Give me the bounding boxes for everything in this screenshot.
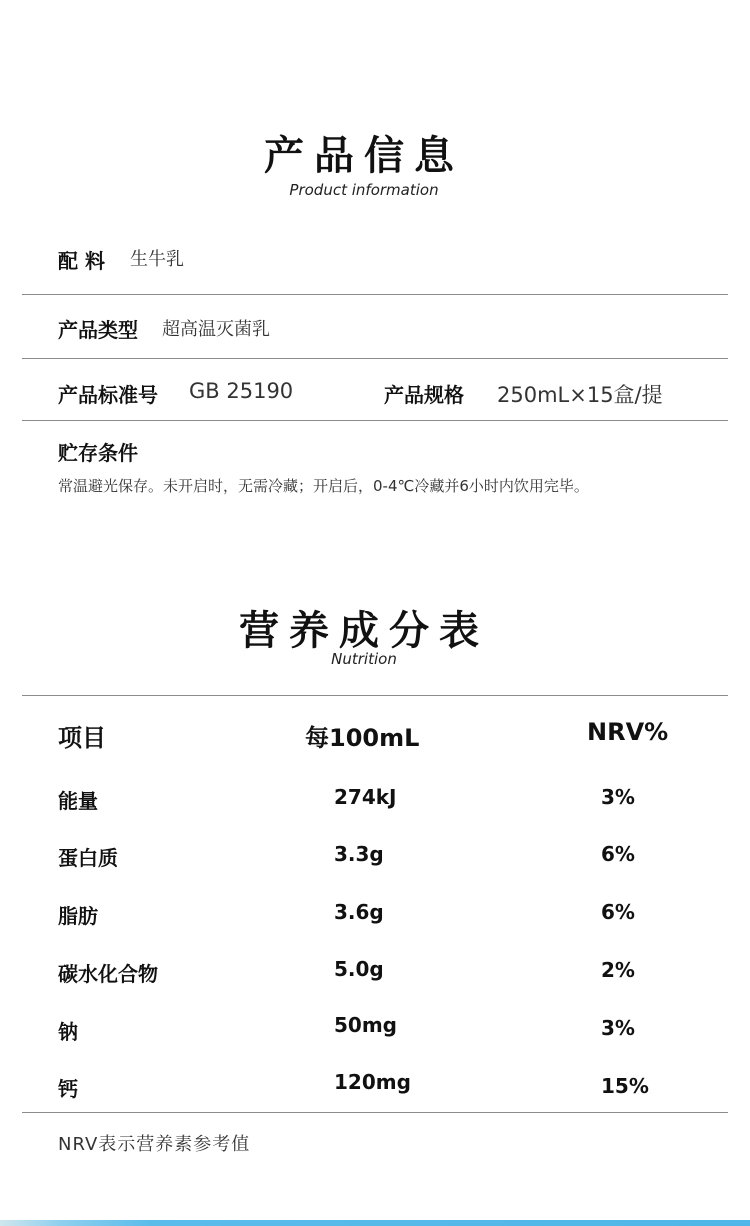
nutrient-amount: 3.6g (334, 900, 384, 924)
nutrient-name: 蛋白质 (58, 846, 118, 870)
spec-value: 250mL×15盒/提 (497, 383, 663, 407)
divider (22, 358, 728, 359)
nutrient-name: 脂肪 (58, 904, 98, 928)
standard-value: GB 25190 (189, 379, 294, 403)
table-bottom-rule (22, 1112, 728, 1113)
nutrient-name: 钙 (58, 1077, 78, 1101)
product-type-label: 产品类型 (58, 318, 138, 342)
nutrient-amount: 120mg (334, 1070, 411, 1094)
product-type-value: 超高温灭菌乳 (162, 319, 270, 340)
ingredients-label: 配 料 (58, 249, 105, 273)
nutrition-title: 营养成分表 (239, 608, 489, 654)
nutrient-amount: 3.3g (334, 842, 384, 866)
spec-label: 产品规格 (384, 383, 464, 407)
header-per-100ml: 每100mL (305, 724, 420, 752)
bottom-decorative-strip (0, 1220, 750, 1226)
divider (22, 294, 728, 295)
ingredients-value: 生牛乳 (130, 249, 184, 270)
nutrient-name: 能量 (58, 789, 98, 813)
header-item: 项目 (58, 724, 106, 752)
table-top-rule (22, 695, 728, 696)
nutrient-amount: 50mg (334, 1013, 397, 1037)
nutrient-name: 钠 (58, 1020, 78, 1044)
storage-value: 常温避光保存。未开启时，无需冷藏；开启后，0-4℃冷藏并6小时内饮用完毕。 (58, 477, 589, 495)
divider (22, 420, 728, 421)
nutrient-amount: 274kJ (334, 785, 397, 809)
nutrient-nrv: 3% (601, 785, 635, 809)
nutrient-nrv: 3% (601, 1016, 635, 1040)
nutrient-amount: 5.0g (334, 957, 384, 981)
nutrient-nrv: 2% (601, 958, 635, 982)
nutrient-nrv: 6% (601, 842, 635, 866)
standard-label: 产品标准号 (58, 383, 158, 407)
nutrition-subtitle: Nutrition (331, 650, 397, 668)
product-info-subtitle: Product information (289, 181, 439, 199)
product-info-title: 产品信息 (264, 133, 464, 179)
nutrient-nrv: 15% (601, 1074, 649, 1098)
storage-label: 贮存条件 (58, 441, 138, 465)
nutrient-nrv: 6% (601, 900, 635, 924)
nrv-footnote: NRV表示营养素参考值 (58, 1134, 251, 1155)
nutrient-name: 碳水化合物 (58, 962, 158, 986)
header-nrv: NRV% (587, 718, 669, 746)
